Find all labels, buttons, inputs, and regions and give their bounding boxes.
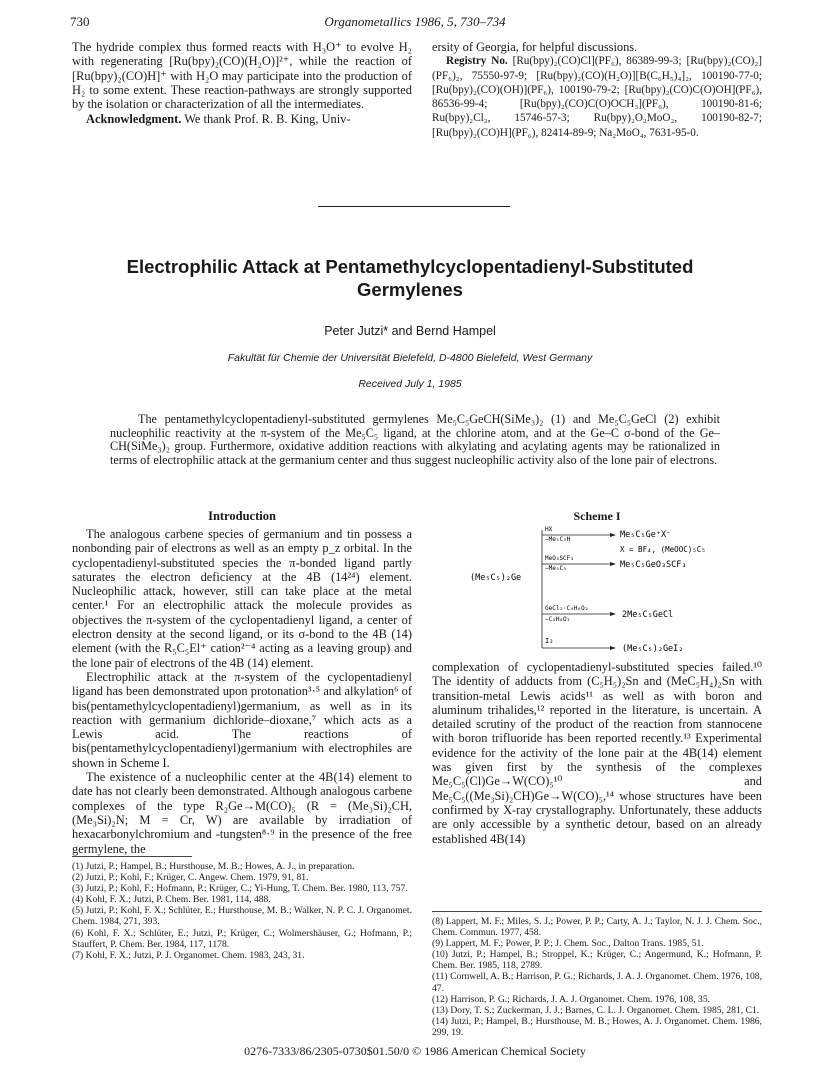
references-divider-right: [432, 911, 762, 912]
affiliation: Fakultät für Chemie der Universität Bielefeld, D-4800 Bielefeld, West Germany: [227, 352, 593, 364]
byproduct-2: −Me₅C₅: [545, 565, 567, 572]
reference: (8) Lappert, M. F.; Miles, S. J.; Power, P. P.; Carty, A. J.; Taylor, N. J. J. Chem. Soc., Chem. Commun. 1977, 458.: [432, 916, 762, 939]
reference: (9) Lappert, M. F.; Power, P. P.; J. Chem. Soc., Dalton Trans. 1985, 51.: [432, 938, 704, 950]
byproduct-3: −C₄H₈O₂: [545, 616, 571, 623]
reference: (14) Jutzi, P.; Hampel, B.; Hursthouse, M. B.; Howes, A. J. Organomet. Chem. 1986, 299, 19.: [432, 1015, 762, 1038]
references-divider-left: [72, 856, 192, 857]
scheme-reactant: (Me₅C₅)₂Ge: [470, 573, 522, 583]
title-line-2: Germylenes: [357, 279, 463, 300]
product-2: Me₅C₅GeO₃SCF₃: [620, 560, 687, 570]
acknowledgment-continued: ersity of Georgia, for helpful discussions.: [432, 40, 638, 54]
top-right-text: [432, 40, 762, 140]
reference: (5) Jutzi, P.; Kohl, F. X.; Schlüter, E.; Hursthouse, M. B.; Walker, N. P. C. J. Organomet. Chem. 1984, 271, 393.: [72, 905, 412, 928]
byproduct-1: −Me₅C₅H: [545, 536, 571, 543]
scheme-diagram: [470, 524, 770, 656]
right-column-body: [432, 660, 762, 846]
registry-label: Registry No.: [446, 55, 508, 68]
arrowhead-4: [610, 646, 616, 650]
product-1-note: X = BF₄, (MeOOC)₅C₅: [620, 545, 706, 554]
reference: (7) Kohl, F. X.; Jutzi, P. J. Organomet. Chem. 1983, 243, 31.: [72, 949, 305, 961]
received-date: Received July 1, 1985: [358, 378, 462, 390]
page-number: 730: [70, 14, 90, 29]
registry-numbers: [432, 54, 762, 140]
copyright-footer: 0276-7333/86/2305-0730$01.50/0 © 1986 American Chemical Society: [244, 1044, 586, 1058]
abstract-text: The pentamethylcyclopentadienyl-substituted germylenes Me₅C₅GeCH(SiMe₃)₂ (1) and Me₅C₅GeCl (2) exhibit nucleophilic reactivity at the π-system of the Me₅C₅ ligand, at the chlorine atom, and at the Ge–C σ-bond of the Ge–CH(SiMe₃)₂ group. Furthermore, oxidative addition reactions with alkylating and acylating agents may be rationalized in terms of electrophilic attack at the germanium center and thus suggest nucleophilic activity also of the lone pair of electrons.: [110, 412, 720, 467]
reference: (3) Jutzi, P.; Kohl, F.; Hofmann, P.; Krüger, C.; Yi-Hung, T. Chem. Ber. 1980, 113, 757.: [72, 883, 408, 895]
reference: (2) Jutzi, P.; Kohl, F.; Krüger, C. Angew. Chem. 1979, 91, 81.: [72, 872, 309, 884]
reference: (11) Cornwell, A. B.; Harrison, P. G.; Richards, J. A. J. Organomet. Chem. 1976, 108, 47.: [432, 971, 762, 994]
reference: (12) Harrison, P. G.; Richards, J. A. J. Organomet. Chem. 1976, 108, 35.: [432, 993, 711, 1005]
journal-citation: Organometallics 1986, 5, 730–734: [324, 14, 506, 29]
references-right: [432, 916, 762, 1038]
continued-paragraph: The hydride complex thus formed reacts with H₃O⁺ to evolve H₂ with regenerating [Ru(bpy)₂(CO)(H₂O)]²⁺, while the reaction of [Ru(bpy)₂(CO)H]⁺ with H₂O may participate into the production of H₂ to some extent. These reaction-pathways are strongly supported by the isolation or characterization of all the intermediates.: [72, 40, 412, 112]
product-3: 2Me₅C₅GeCl: [622, 610, 674, 620]
acknowledgment-text: We thank Prof. R. B. King, Univ-: [184, 112, 351, 127]
reference: (4) Kohl, F. X.; Jutzi, P. Chem. Ber. 1981, 114, 488.: [72, 894, 271, 906]
right-paragraph-1: complexation of cyclopentadienyl-substituted species failed.¹⁰ The identity of adducts from (C₅H₅)₂Sn and (MeC₅H₄)₂Sn with transition-metal Lewis acids¹¹ as well as with boron and aluminum trihalides,¹² reported in the literature, is uncertain. A detailed scrutiny of the product of the reaction from stannocene with boron trifluoride has been reported recently.¹³ Experimental evidence for the activity of the lone pair at the 4B(14) element was given first by the synthesis of the complexes Me₅C₅(Cl)Ge→W(CO)₅¹⁰ and Me₅C₅((Me₃Si)₂CH)Ge→W(CO)₅,¹⁴ whose structures have been confirmed by X-ray crystallography. Unfortunately, these adducts are only accessible by a synthetic detour, based on an already established 4B(14): [432, 660, 762, 846]
arrowhead-2: [610, 562, 616, 566]
reference: (1) Jutzi, P.; Hampel, B.; Hursthouse, M. B.; Howes, A. J., in preparation.: [72, 861, 355, 872]
reference: (10) Jutzi, P.; Hampel, B.; Stroppel, K.; Krüger, C.; Angermund, K.; Hofmann, P. Chem. Ber. 1985, 118, 2789.: [432, 949, 762, 972]
section-divider: [318, 206, 510, 207]
introduction-body: [72, 527, 412, 856]
reagent-4: I₂: [545, 637, 554, 645]
scheme-title: Scheme I: [573, 509, 621, 523]
running-header: [70, 14, 760, 30]
references-left: [72, 861, 412, 961]
registry-text: [Ru(bpy)₂(CO)Cl](PF₆), 86389-99-3; [Ru(bpy)₂(CO)₂](PF₆)₂, 75550-97-9; [Ru(bpy)₂(CO)(H₂O)][B(C₆H₅)₄]₂, 100190-77-0; [Ru(bpy)₂(CO)(OH)](PF₆), 100190-79-2; [Ru(bpy)₂(CO)C(O)OH](PF₆), 86536-99-4; [Ru(bpy)₂(CO)C(O)OCH₃](PF₆), 100190-81-6; Ru(bpy)₂Cl₂, 15746-57-3; Ru(bpy)₂O₂MoO₂, 100190-82-7; [Ru(bpy)₂(CO)H](PF₆), 82414-89-9; Na₂MoO₄, 7631-95-0.: [432, 55, 762, 139]
title-line-1: Electrophilic Attack at Pentamethylcyclopentadienyl-Substituted: [126, 256, 694, 277]
abstract: [110, 413, 720, 467]
reagent-2: MeO₃SCF₃: [545, 555, 574, 562]
acknowledgment: [72, 112, 412, 126]
reference: (13) Dory, T. S.; Zuckerman, J. J.; Barnes, C. L. J. Organomet. Chem. 1985, 281, C1.: [432, 1004, 760, 1016]
intro-paragraph-3: The existence of a nucleophilic center at the 4B(14) element to date has not clearly been demonstrated. Although analogous carbene complexes of the type R₂Ge→M(CO)₅ (R = (Me₃Si)₂CH, (Me₃Si)₂N; M = Cr, W) are available by irradiation of hexacarbonylchromium and -tungsten⁸·⁹ in the presence of the free germylene, the: [72, 770, 412, 856]
acknowledgment-label: Acknowledgment.: [86, 112, 182, 127]
product-4: (Me₅C₅)₂GeI₂: [622, 644, 684, 654]
article-title: [60, 255, 760, 301]
top-left-text: [72, 40, 412, 127]
introduction-heading: Introduction: [208, 509, 276, 523]
reference: (6) Kohl, F. X.; Schlüter, E.; Jutzi, P.; Krüger, C.; Wolmershäuser, G.; Hofmann, P.; Stauffert, P. Chem. Ber. 1984, 117, 1178.: [72, 927, 412, 950]
intro-paragraph-2: Electrophilic attack at the π-system of the cyclopentadienyl ligand has been demonstrated upon protonation³·⁵ and alkylation⁶ of bis(pentamethylcyclopentadienyl)germanium, as well as in its reaction with germanium dichloride–dioxane,⁷ which acts as a Lewis acid. The reactions of bis(pentamethylcyclopentadienyl)germanium with electrophiles are shown in Scheme I.: [72, 669, 412, 770]
intro-paragraph-1: The analogous carbene species of germanium and tin possess a nonbonding pair of electrons as well as an empty p_z orbital. In the cyclopentadienyl-substituted species the π-bonded ligand partly saturates the electron deficiency at the 4B (14²⁴) element. Nucleophilic attack, however, still can take place at the metal center.¹ For an electrophilic attack the molecule provides as objectives the π-system of the cyclopentadienyl ligand, a center of electron density at the second ligand, or its σ-bond to the 4B (14) element (with the R₅C₅El⁺ cation²⁻⁴ acting as a leaving group) and the lone pair of electrons of the 4B (14) element.: [72, 527, 412, 670]
product-1: Me₅C₅Ge⁺X⁻: [620, 530, 672, 540]
arrowhead-3: [610, 612, 616, 616]
reagent-1: HX: [545, 526, 553, 533]
reagent-3: GeCl₂·C₄H₈O₂: [545, 605, 589, 612]
arrowhead-1: [610, 533, 616, 537]
authors: Peter Jutzi* and Bernd Hampel: [324, 324, 496, 338]
